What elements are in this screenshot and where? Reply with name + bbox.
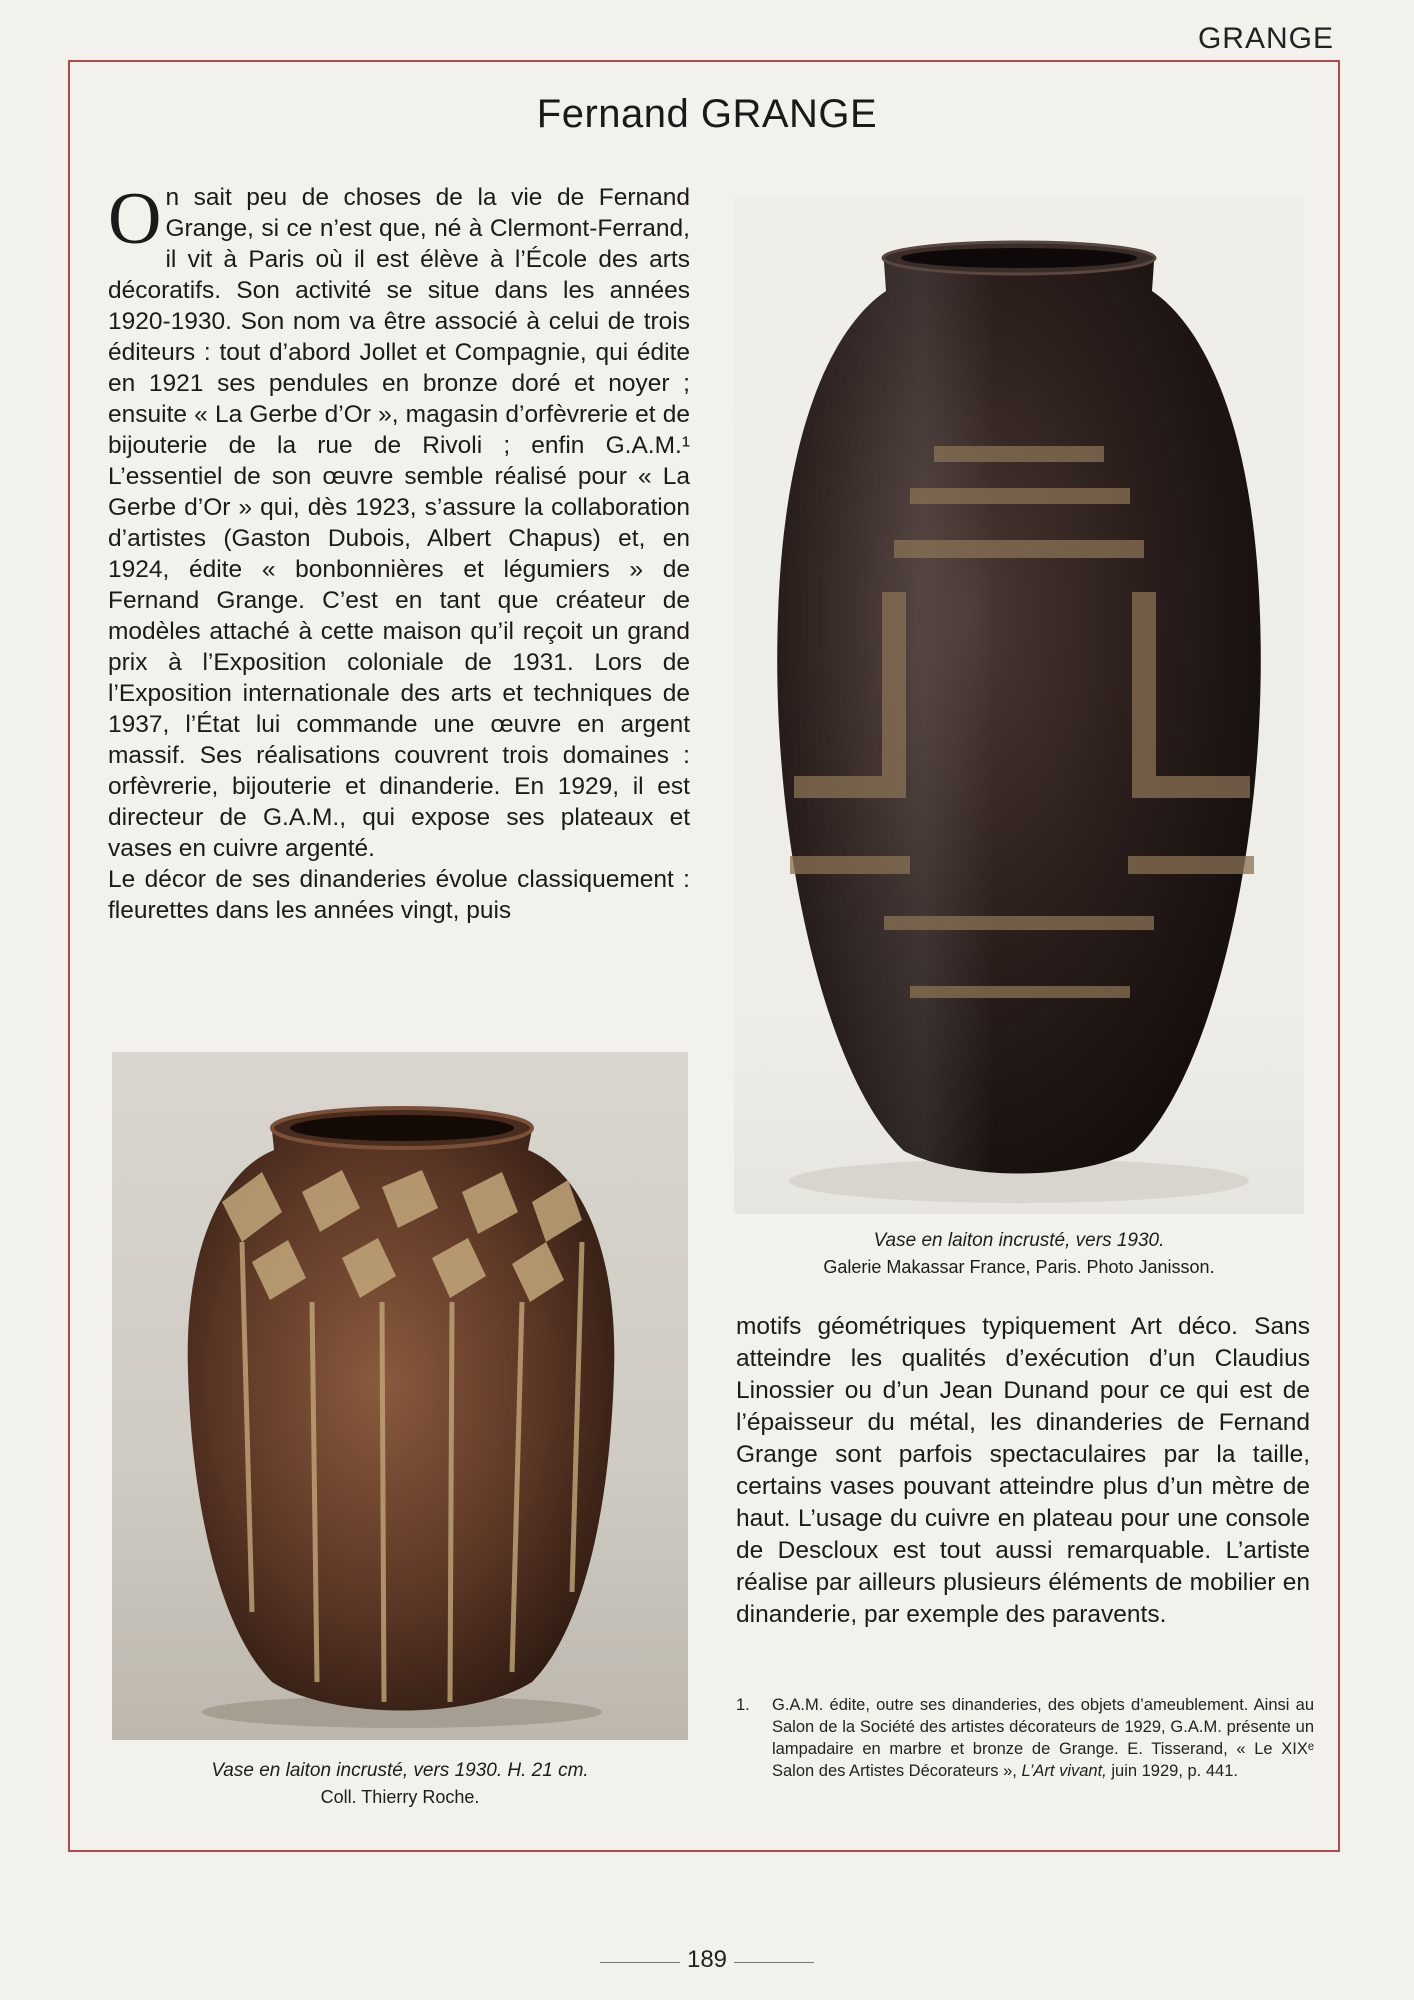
dark-vase-illustration xyxy=(734,196,1304,1214)
footnote-body xyxy=(772,1694,1314,1782)
page-number: 189 xyxy=(686,1946,728,1973)
photo-dark-vase xyxy=(734,196,1304,1214)
footnote-date: juin 1929, p. 441. xyxy=(1111,1762,1238,1780)
caption-dark-vase-credit: Galerie Makassar France, Paris. Photo Janisson. xyxy=(823,1257,1215,1277)
drop-cap: O xyxy=(108,178,162,260)
caption-brown-vase-title: Vase en laiton incrusté, vers 1930. H. 21 cm. xyxy=(211,1760,589,1781)
caption-dark-vase-title: Vase en laiton incrusté, vers 1930. xyxy=(873,1230,1165,1251)
folio-rule-right xyxy=(734,1962,814,1963)
right-column-text: motifs géométriques typiquement Art déco. Sans atteindre les qualités d’exécution d’un Claudius Linossier ou d’un Jean Dunand pour ce qui est de l’épaisseur du métal, les dinanderies de Fernand Grange sont parfois spectaculaires par la taille, certains vases pouvant atteindre plus d’un mètre de haut. L’usage du cuivre en plateau pour une console de Descloux est tout aussi remarquable. L’artiste réalise par ailleurs plusieurs éléments de mobilier en dinanderie, par exemple des paravents. xyxy=(736,1313,1310,1628)
caption-brown-vase xyxy=(112,1758,688,1810)
left-column-text xyxy=(108,178,690,926)
paragraph-1-text: n sait peu de choses de la vie de Fernand Grange, si ce n’est que, né à Clermont-Ferrand, il vit à Paris où il est élève à l’École des arts décoratifs. Son activité se situe dans les années 1920-1930. Son nom va être associé à celui de trois éditeurs : tout d’abord Jollet et Compagnie, qui édite en 1921 ses pendules en bronze doré et noyer ; ensuite « La Gerbe d’Or », magasin d’orfèvrerie et de bijouterie de la rue de Rivoli ; enfin G.A.M.¹ L’essentiel de son œuvre semble réalisé pour « La Gerbe d’Or » qui, dès 1923, s’assure la collaboration d’artistes (Gaston Dubois, Albert Chapus) et, en 1924, édite « bonbonnières et légumiers » de Fernand Grange. C’est en tant que créateur de modèles attaché à cette maison qu’il reçoit un grand prix à l’Exposition coloniale de 1931. Lors de l’Exposition internationale des arts et techniques de 1937, l’État lui commande une œuvre en argent massif. Ses réalisations couvrent trois domaines : orfèvrerie, bijouterie et dinanderie. En 1929, il est directeur de G.A.M., qui expose ses plateaux et vases en cuivre argenté. xyxy=(108,184,690,862)
paragraph-1 xyxy=(108,178,690,864)
caption-brown-vase-credit: Coll. Thierry Roche. xyxy=(320,1787,480,1807)
photo-brown-vase xyxy=(112,1052,688,1740)
footnote-number: 1. xyxy=(736,1696,750,1714)
paragraph-2: Le décor de ses dinanderies évolue classiquement : fleurettes dans les années vingt, puis xyxy=(108,866,690,924)
footnote xyxy=(736,1694,1314,1782)
brown-vase-illustration xyxy=(112,1052,688,1740)
footnote-text: G.A.M. édite, outre ses dinanderies, des objets d’ameublement. Ainsi au Salon de la Société des artistes décorateurs de 1929, G.A.M. présente un lampadaire en marbre et bronze de Grange. E. Tisserand, « Le XIXᵉ Salon des Artistes Décorateurs », xyxy=(772,1696,1314,1780)
page-title: Fernand GRANGE xyxy=(536,92,878,136)
caption-dark-vase xyxy=(734,1228,1304,1280)
footnote-journal: L’Art vivant, xyxy=(1021,1762,1107,1780)
running-head: GRANGE xyxy=(1197,22,1334,55)
